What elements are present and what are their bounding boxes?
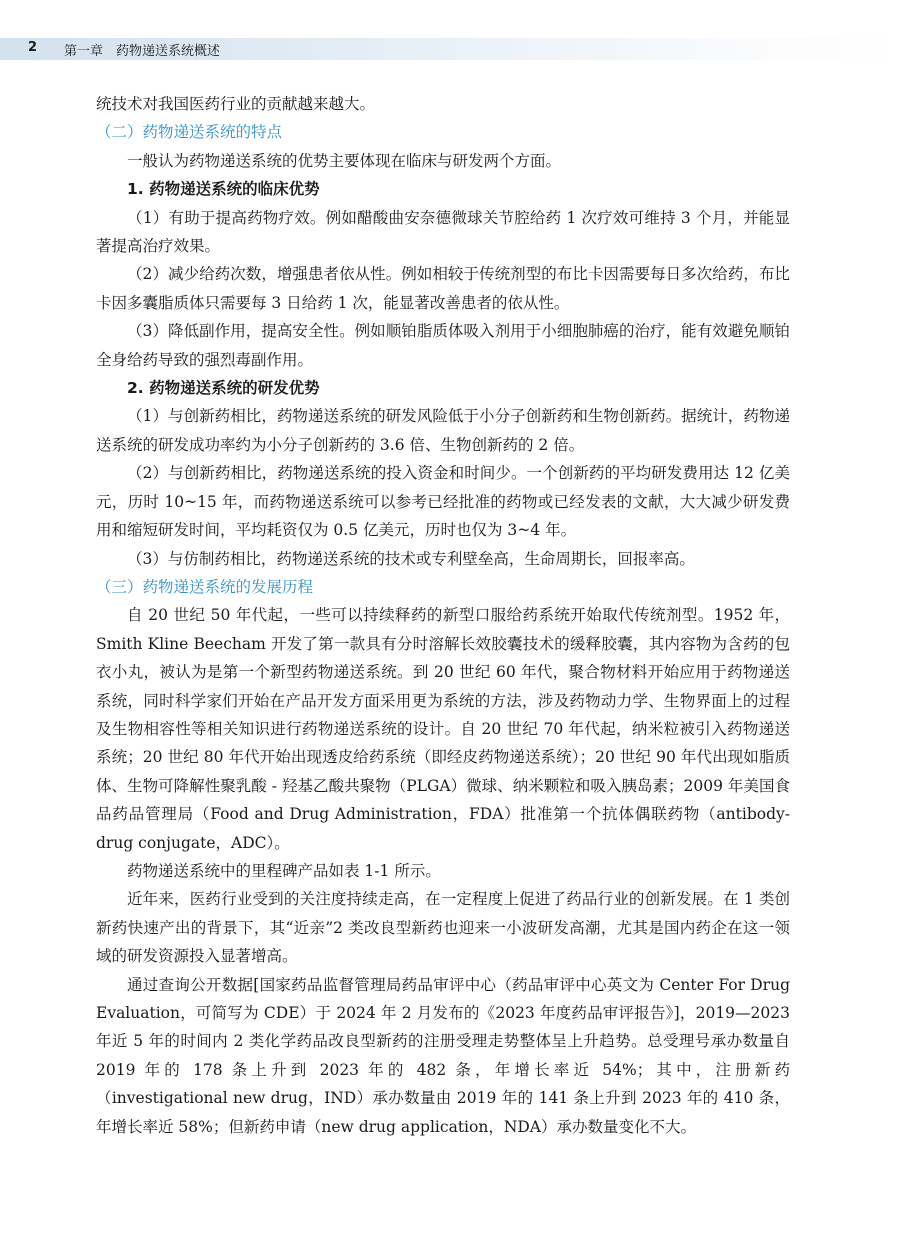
list-item: （1）有助于提高药物疗效。例如醋酸曲安奈德微球关节腔给药 1 次疗效可维持 3 个月，并能显著提高治疗效果。 xyxy=(96,208,790,256)
list-item: （2）减少给药次数，增强患者依从性。例如相较于传统剂型的布比卡因需要每日多次给药，布比卡因多囊脂质体只需要每 3 日给药 1 次，能显著改善患者的依从性。 xyxy=(96,265,790,312)
paragraph: 近年来，医药行业受到的关注度持续走高，在一定程度上促进了药品行业的创新发展。在 1 类创新药快速产出的背景下，其“近亲”2 类改良型新药也迎来一小波研发高潮，尤其是国内药企在这一领域的研发资源投入显著增高。 xyxy=(96,890,790,966)
list-item: （3）降低副作用，提高安全性。例如顺铂脂质体吸入剂用于小细胞肺癌的治疗，能有效避免顺铂全身给药导致的强烈毒副作用。 xyxy=(96,322,790,369)
paragraph: 药物递送系统中的里程碑产品如表 1-1 所示。 xyxy=(127,861,441,880)
paragraph: 通过查询公开数据[国家药品监督管理局药品审评中心（药品审评中心英文为 Center For Drug Evaluation，可简写为 CDE）于 2024 年 2 月发布的《2023 年度药品审评报告》]，2019—2023 年近 5 年的时间内 2 类化学药品改良型新药的注册受理走势整体呈上升趋势。总受理号承办数量自 2019 年的 178 条上升到 2023 年的 482 条，年增长率近 54%；其中，注册新药（investigational new drug，IND）承办数量由 2019 年的 141 条上升到 2023 年的 410 条，年增长率近 58%；但新药申请（new drug application，NDA）承办数量变化不大。 xyxy=(96,975,790,1136)
list-item: （1）与创新药相比，药物递送系统的研发风险低于小分子创新药和生物创新药。据统计，药物递送系统的研发成功率约为小分子创新药的 3.6 倍、生物创新药的 2 倍。 xyxy=(96,407,790,454)
section-heading-features: （二）药物递送系统的特点 xyxy=(96,123,283,142)
subheading-rd-advantages: 2. 药物递送系统的研发优势 xyxy=(127,379,320,398)
paragraph-continued: 统技术对我国医药行业的贡献越来越大。 xyxy=(96,95,376,113)
page-number: 2 xyxy=(28,40,38,55)
paragraph: 一般认为药物递送系统的优势主要体现在临床与研发两个方面。 xyxy=(127,151,562,170)
paragraph: 自 20 世纪 50 年代起，一些可以持续释药的新型口服给药系统开始取代传统剂型。1952 年，Smith Kline Beecham 开发了第一款具有分时溶解长效胶囊技术的缓释胶囊，其内容物为含药的包衣小丸，被认为是第一个新型药物递送系统。到 20 世纪 60 年代，聚合物材料开始应用于药物递送系统，同时科学家们开始在产品开发方面采用更为系统的方法，涉及药物动力学、生物界面上的过程及生物相容性等相关知识进行药物递送系统的设计。自 20 世纪 70 年代起，纳米粒被引入药物递送系统；20 世纪 80 年代开始出现透皮给药系统（即经皮药物递送系统）；20 世纪 90 年代出现如脂质体、生物可降解性聚乳酸 - 羟基乙酸共聚物（PLGA）微球、纳米颗粒和吸入胰岛素；2009 年美国食品药品管理局（Food and Drug Administration，FDA）批准第一个抗体偶联药物（antibody-drug conjugate，ADC）。 xyxy=(96,606,790,852)
section-heading-history: （三）药物递送系统的发展历程 xyxy=(96,577,314,596)
list-item: （3）与仿制药相比，药物递送系统的技术或专利壁垒高，生命周期长，回报率高。 xyxy=(127,549,695,568)
chapter-title: 第一章 药物递送系统概述 xyxy=(64,44,221,59)
list-item: （2）与创新药相比，药物递送系统的投入资金和时间少。一个创新药的平均研发费用达 12 亿美元，历时 10~15 年，而药物递送系统可以参考已经批准的药物或已经发表的文献，大大减少研发费用和缩短研发时间，平均耗资仅为 0.5 亿美元，历时也仅为 3~4 年。 xyxy=(96,464,790,540)
page-body xyxy=(96,90,790,1141)
subheading-clinical-advantages: 1. 药物递送系统的临床优势 xyxy=(127,180,320,199)
